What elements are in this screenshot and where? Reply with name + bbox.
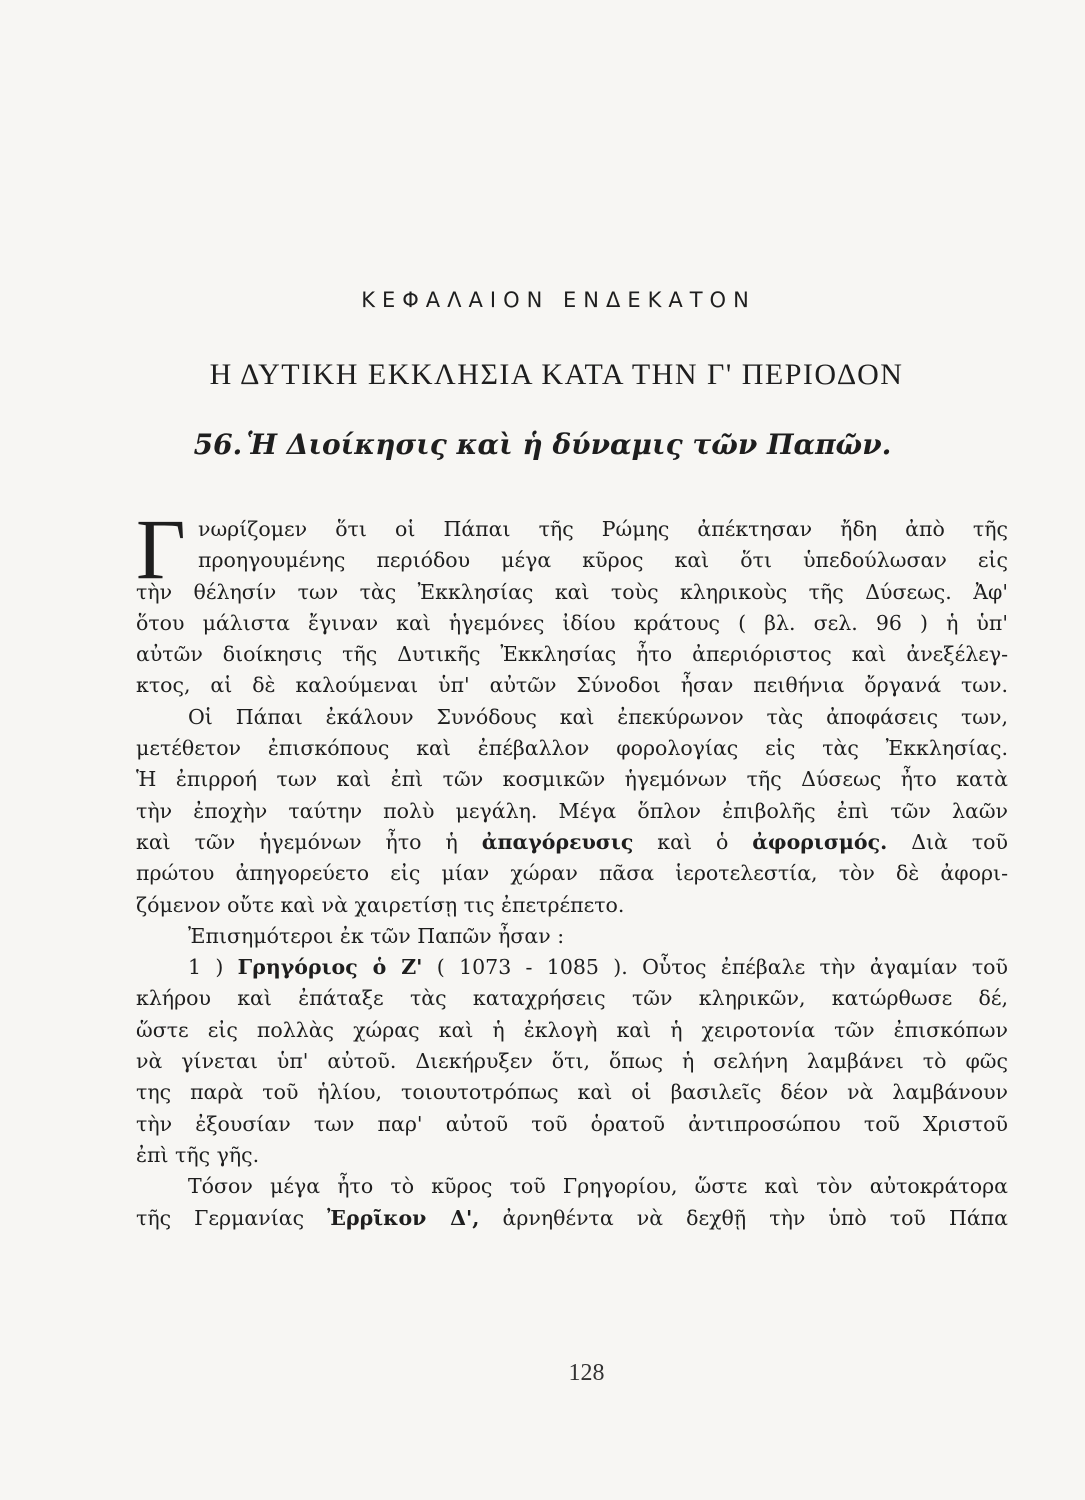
- chapter-title: Η ΔΥΤΙΚΗ ΕΚΚΛΗΣΙΑ ΚΑΤΑ ΤΗΝ Γ' ΠΕΡΙΟΔΟΝ: [209, 358, 904, 391]
- chapter-label: ΚΕΦΑΛΑΙΟΝ ΕΝΔΕΚΑΤΟΝ: [361, 288, 756, 312]
- bold-name-henry: Ἐρρῖκον Δ',: [327, 1205, 480, 1230]
- text-fragment: ( 1073 - 1085 ). Οὗτος ἐπέβαλε τὴν ἀγαμίαν τοῦ: [436, 955, 1008, 980]
- text-line: αὐτῶν διοίκησις τῆς Δυτικῆς Ἐκκλησίας ἦτο ἀπεριόριστος καὶ ἀνεξέλεγ-: [136, 642, 1008, 667]
- text-line: τὴν ἐποχὴν ταύτην πολὺ μεγάλη. Μέγα ὅπλον ἐπιβολῆς ἐπὶ τῶν λαῶν: [136, 798, 1008, 823]
- text-line: μετέθετον ἐπισκόπους καὶ ἐπέβαλλον φορολογίας εἰς τὰς Ἐκκλησίας.: [136, 736, 1008, 761]
- text-line: Ἐπισημότεροι ἐκ τῶν Παπῶν ἦσαν :: [188, 923, 565, 948]
- text-line: [136, 952, 1008, 983]
- text-fragment: τῆς Γερμανίας: [136, 1205, 305, 1230]
- drop-cap: Γ: [136, 501, 186, 597]
- text-fragment: ἀρνηθέντα νὰ δεχθῇ τὴν ὑπὸ τοῦ Πάπα: [502, 1205, 1008, 1230]
- bold-term-excommunication: ἀφορισμός.: [752, 829, 888, 854]
- bold-term-interdict: ἀπαγόρευσις: [481, 829, 634, 854]
- text-line: ζόμενον οὔτε καὶ νὰ χαιρετίσῃ τις ἐπετρέπετο.: [136, 892, 625, 917]
- text-line: της παρὰ τοῦ ἡλίου, τοιουτοτρόπως καὶ οἱ βασιλεῖς δέον νὰ λαμβάνουν: [136, 1080, 1008, 1105]
- text-line: προηγουμένης περιόδου μέγα κῦρος καὶ ὅτι ὑπεδούλωσαν εἰς: [198, 548, 1008, 573]
- page-number: 128: [568, 1360, 605, 1386]
- section-heading: [0, 428, 1085, 461]
- text-line: Ἡ ἐπιρροή των καὶ ἐπὶ τῶν κοσμικῶν ἡγεμόνων τῆς Δύσεως ἦτο κατὰ: [136, 767, 1008, 792]
- text-line: ἐπὶ τῆς γῆς.: [136, 1142, 260, 1167]
- text-line: Τόσον μέγα ἦτο τὸ κῦρος τοῦ Γρηγορίου, ὥστε καὶ τὸν αὐτοκράτορα: [188, 1174, 1008, 1199]
- text-fragment: καὶ ὁ: [657, 829, 729, 854]
- text-line: ὅτου μάλιστα ἔγιναν καὶ ἡγεμόνες ἰδίου κράτους ( βλ. σελ. 96 ) ἡ ὑπ': [136, 610, 1008, 635]
- text-line: ὥστε εἰς πολλὰς χώρας καὶ ἡ ἐκλογὴ καὶ ἡ χειροτονία τῶν ἐπισκόπων: [136, 1017, 1008, 1042]
- text-line: Οἱ Πάπαι ἐκάλουν Συνόδους καὶ ἐπεκύρωνον τὰς ἀποφάσεις των,: [188, 704, 1008, 729]
- text-line: τὴν θέλησίν των τὰς Ἐκκλησίας καὶ τοὺς κληρικοὺς τῆς Δύσεως. Ἀφ': [136, 579, 1008, 604]
- text-line: νωρίζομεν ὅτι οἱ Πάπαι τῆς Ρώμης ἀπέκτησαν ἤδη ἀπὸ τῆς: [198, 517, 1008, 541]
- section-number: 56.: [193, 428, 243, 461]
- text-line: νὰ γίνεται ὑπ' αὐτοῦ. Διεκήρυξεν ὅτι, ὅπως ἡ σελήνη λαμβάνει τὸ φῶς: [136, 1049, 1008, 1074]
- text-line: κτος, αἱ δὲ καλούμεναι ὑπ' αὐτῶν Σύνοδοι ἦσαν πειθήνια ὄργανά των.: [136, 673, 1008, 698]
- text-line: τὴν ἐξουσίαν των παρ' αὐτοῦ τοῦ ὁρατοῦ ἀντιπροσώπου τοῦ Χριστοῦ: [136, 1111, 1008, 1136]
- list-number: 1 ): [188, 955, 224, 980]
- text-line: κλήρου καὶ ἐπάταξε τὰς καταχρήσεις τῶν κληρικῶν, κατώρθωσε δέ,: [136, 986, 1008, 1011]
- text-line: πρώτου ἀπηγορεύετο εἰς μίαν χώραν πᾶσα ἱεροτελεστία, τὸν δὲ ἀφορι-: [136, 861, 1008, 886]
- body-text: [136, 501, 1008, 1234]
- text-fragment: καὶ τῶν ἡγεμόνων ἦτο ἡ: [136, 829, 458, 854]
- bold-name-gregory: Γρηγόριος ὁ Ζ': [237, 955, 423, 980]
- section-title: Ἡ Διοίκησις καὶ ἡ δύναμις τῶν Παπῶν.: [246, 428, 892, 461]
- text-line: [136, 827, 1008, 858]
- text-line: [136, 1203, 1008, 1234]
- text-fragment: Διὰ τοῦ: [911, 829, 1008, 854]
